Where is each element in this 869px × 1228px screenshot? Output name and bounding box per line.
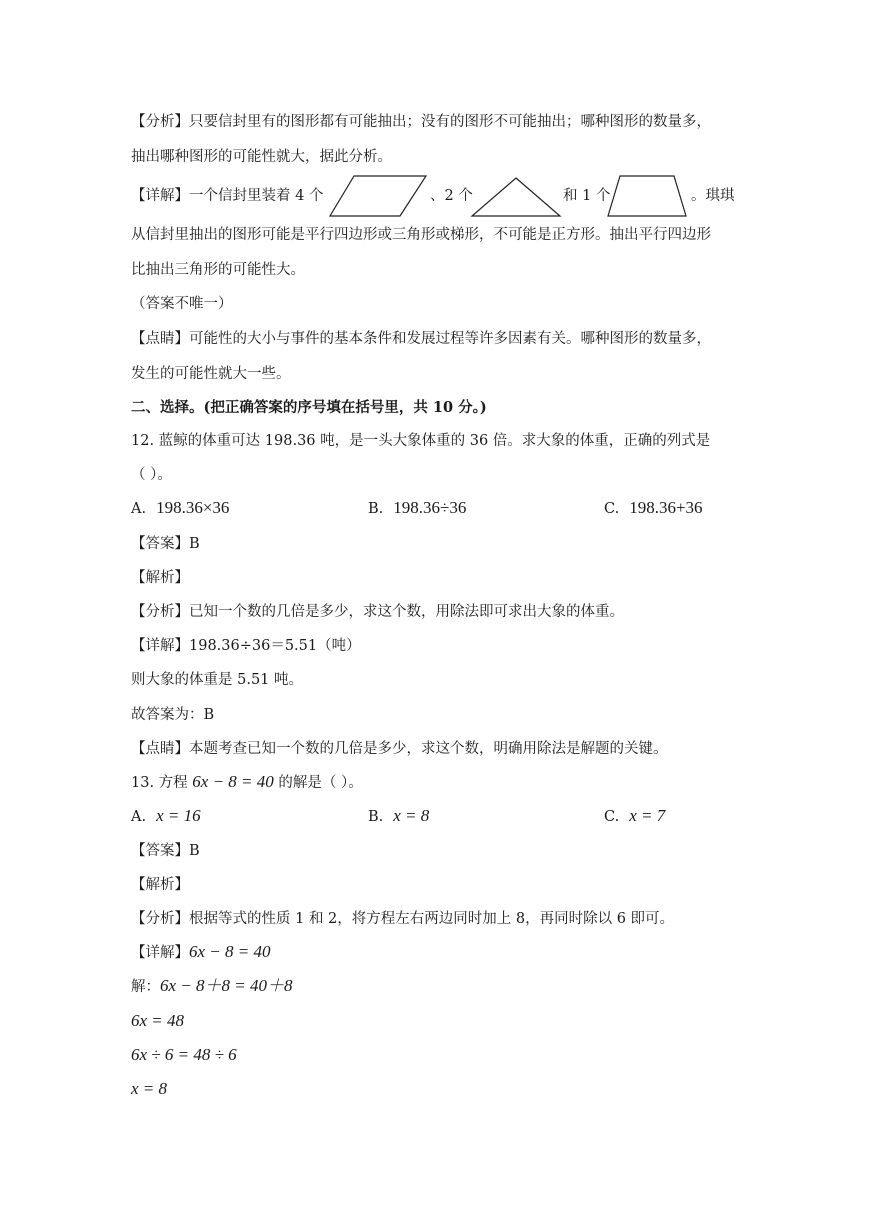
q12-option-c	[604, 497, 703, 520]
q13-stem-prefix: 13. 方程	[131, 775, 188, 791]
parallelogram-icon	[328, 174, 428, 218]
option-label: A.	[131, 501, 147, 517]
q12-explain-title: 【解析】	[131, 570, 189, 586]
option-label: C.	[604, 809, 620, 825]
triangle-icon	[470, 176, 562, 218]
detail-line-3: 比抽出三角形的可能性大。	[131, 262, 305, 278]
section-heading: 二、选择。(把正确答案的序号填在括号里，共 10 分。)	[131, 399, 487, 416]
q13-option-c	[604, 805, 665, 828]
option-label: A.	[131, 809, 147, 825]
q13-stem-suffix: 的解是（ ）。	[278, 775, 363, 791]
comment-line-1: 【点睛】可能性的大小与事件的基本条件和发展过程等许多因素有关。哪种图形的数量多，	[131, 331, 711, 347]
q12-final: 故答案为：B	[131, 707, 215, 723]
q13-analysis: 【分析】根据等式的性质 1 和 2，将方程左右两边同时加上 8，再同时除以 6 即可。	[131, 911, 675, 927]
q13-detail-equation: 6x − 8 = 40	[189, 942, 271, 961]
q13-step-1-equation: 6x − 8＋8 = 40＋8	[160, 976, 293, 995]
option-value: 198.36+36	[629, 498, 703, 517]
option-value: 198.36×36	[156, 498, 230, 517]
q12-answer: 【答案】B	[131, 536, 200, 552]
option-label: C.	[604, 501, 620, 517]
q13-detail-prefix: 【详解】	[131, 945, 189, 961]
analysis-line-2: 抽出哪种图形的可能性就大，据此分析。	[131, 149, 392, 165]
option-label: B.	[368, 809, 384, 825]
q13-step-3: 6x ÷ 6 = 48 ÷ 6	[131, 1045, 237, 1064]
detail-part-1: 【详解】一个信封里装着 4 个	[131, 188, 324, 204]
q13-option-a	[131, 805, 201, 828]
detail-part-3: 和 1 个	[563, 188, 611, 204]
q13-step-4: x = 8	[131, 1079, 168, 1098]
option-value: x = 7	[629, 806, 666, 825]
detail-line-2: 从信封里抽出的图形可能是平行四边形或三角形或梯形，不可能是正方形。抽出平行四边形	[131, 227, 711, 243]
detail-part-4: 。琪琪	[691, 188, 735, 204]
q13-step-1	[131, 976, 293, 997]
option-value: x = 8	[393, 806, 430, 825]
detail-part-2: 、2 个	[430, 188, 473, 204]
q12-analysis: 【分析】已知一个数的几倍是多少，求这个数，用除法即可求出大象的体重。	[131, 604, 624, 620]
q13-explain-title: 【解析】	[131, 877, 189, 893]
q12-option-b	[368, 497, 466, 520]
q13-option-b	[368, 805, 429, 828]
comment-line-2: 发生的可能性就大一些。	[131, 366, 291, 382]
q12-stem-line-2: （ ）。	[131, 467, 172, 483]
q12-stem-line-1: 12. 蓝鲸的体重可达 198.36 吨，是一头大象体重的 36 倍。求大象的体重，正确的列式是	[131, 433, 711, 449]
option-value: x = 16	[156, 806, 201, 825]
option-label: B.	[368, 501, 384, 517]
q12-detail: 【详解】198.36÷36＝5.51（吨）	[131, 638, 361, 654]
analysis-line-1: 【分析】只要信封里有的图形都有可能抽出；没有的图形不可能抽出；哪种图形的数量多，	[131, 114, 711, 130]
q13-answer: 【答案】B	[131, 843, 200, 859]
q12-option-a	[131, 497, 229, 520]
q12-comment: 【点睛】本题考查已知一个数的几倍是多少，求这个数，明确用除法是解题的关键。	[131, 741, 668, 757]
option-value: 198.36÷36	[393, 498, 467, 517]
q13-step-2: 6x = 48	[131, 1011, 185, 1030]
note-answer-not-unique: （答案不唯一）	[131, 296, 233, 312]
q12-result: 则大象的体重是 5.51 吨。	[131, 672, 304, 688]
q13-detail	[131, 942, 271, 963]
q13-stem-equation: 6x − 8 = 40	[192, 772, 274, 791]
q13-stem	[131, 772, 363, 793]
q13-step-1-prefix: 解：	[131, 979, 160, 995]
trapezoid-icon	[606, 174, 688, 218]
